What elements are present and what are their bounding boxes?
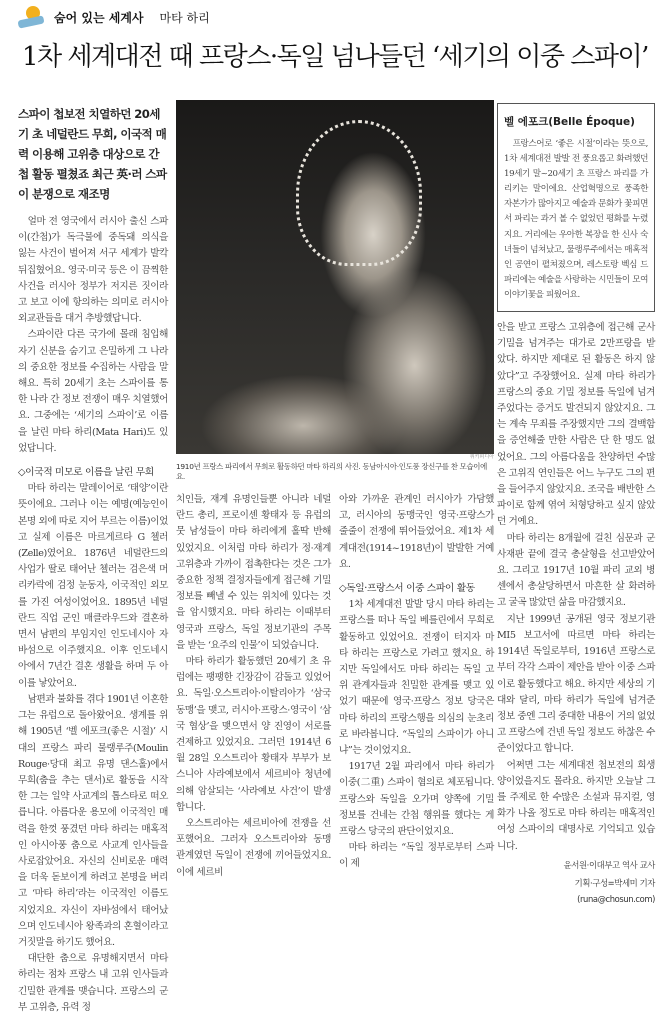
paragraph: 마타 하리는 8개월에 걸친 심문과 군사재판 끝에 결국 총살형을 선고받았어요. 그리고 1917년 10월 파리 교외 병센에서 총살당하면서 마흔한 살 화려하고 굴곡 많았던 삶을 마감했지요. (497, 532, 655, 609)
sidebar-text: 프랑스어로 ‘좋은 시절’이라는 뜻으로, 1차 세계대전 발발 전 풍요롭고 화려했던 19세기 말~20세기 초 프랑스 파리를 가리키는 말이에요. 산업혁명으로 풍족한 자본가가 많아지고 예술과 문화가 꽃피면서 파리는 과거 볼 수 없었던 평화를 누렸지요. 거리에는 우아한 복장을 한 신사 숙녀들이 넘쳐났고, 물랭루주에서는 매혹적인 공연이 펼쳐졌으며, 레스토랑 벡심 드 파리에는 예술을 사랑하는 시민들이 모여 이야기꽃을 피웠어요. (504, 139, 648, 300)
left-column (18, 104, 168, 1016)
paragraph: 얼마 전 영국에서 러시아 출신 스파이(간첩)가 독극물에 중독돼 의식을 잃는 사건이 벌어져 서구 세계가 발칵 뒤집혔어요. 영국·미국 등은 이 끔찍한 사건을 러시아 정부가 저지른 짓이라고 보고 이에 항의하는 의미로 러시아 외교관들을 대거 추방했답니다. (18, 216, 168, 325)
paragraph: 1917년 2월 파리에서 마타 하리가 이중(二重) 스파이 혐의로 체포됩니다. 프랑스와 독일을 오가며 양쪽에 기밀 정보를 건네는 간첩 행위를 했다는 게 프랑스 당국의 판단이었지요. (339, 761, 494, 838)
paragraph: 스파이란 다른 국가에 몰래 침입해 자기 신분을 숨기고 은밀하게 그 나라의 중요한 정보를 수집하는 사람을 말해요. 특히 20세기 초는 스파이를 통한 나라 간 정보 전쟁이 매우 치열했어요. 그중에는 ‘세기의 스파이’로 이름을 날린 마타 하리(Mata Hari)도 있었답니다. (18, 329, 168, 454)
series-topic: 마타 하리 (159, 10, 210, 25)
article-column-4 (497, 320, 655, 907)
series-logo-icon (18, 6, 46, 28)
article-column-3 (339, 492, 494, 881)
mata-hari-photo (176, 100, 494, 454)
paragraph: 마타 하리는 “독일 정부로부터 스파이 제 (339, 842, 494, 870)
center-columns (176, 492, 494, 881)
series-header (18, 6, 210, 28)
sidebar-title: 벨 에포크(Belle Époque) (504, 116, 635, 128)
sidebar-box (497, 103, 655, 312)
section-heading: ◇이국적 미모로 이름을 날린 무희 (18, 467, 154, 479)
paragraph: 치인들, 재계 유명인들뿐 아니라 네덜란드 총리, 프로이센 황태자 등 유럽의 뭇 남성들이 마타 하리에게 홀딱 반해 있었지요. 이처럼 마타 하리가 정·재계 고위층과 가까이 접촉한다는 것은 그가 중요한 정책 결정자들에게 접근해 기밀 정보를 빼낼 수 있는 위치에 있다는 것을 암시했지요. 마타 하리는 이때부터 영국과 프랑스, 독일 정보기관의 주목을 받는 ‘요주의 인물’이 되었습니다. (176, 494, 331, 651)
headline: 1차 세계대전 때 프랑스·독일 넘나들던 ‘세기의 이중 스파이’ (22, 42, 648, 72)
paragraph: 어쩌면 그는 세계대전 첩보전의 희생양이었을지도 몰라요. 하지만 오늘날 그를 주제로 한 수많은 소설과 뮤지컬, 영화가 나올 정도로 마타 하리는 매혹적인 여성 스파이의 대명사로 기억되고 있습니다. (497, 759, 655, 852)
editor-byline: 기획·구성=박세미 기자(runa@chosun.com) (574, 877, 655, 905)
headdress-detail (296, 120, 422, 266)
article-column-2 (176, 492, 331, 881)
paragraph: 오스트리아는 세르비아에 전쟁을 선포했어요. 그러자 오스트리아와 동맹 관계였던 독일이 전쟁에 끼어들었지요. 이에 세르비 (176, 818, 331, 878)
photo-credit: 위키피디아 (469, 454, 494, 460)
series-name: 숨어 있는 세계사 (54, 10, 144, 25)
center-area (176, 100, 494, 881)
paragraph: 대단한 춤으로 유명해지면서 마타 하리는 점차 프랑스 내 고위 인사들과 긴밀한 관계를 맺습니다. 프랑스의 군부 고위층, 유력 정 (18, 953, 168, 1013)
paragraph: 마타 하리가 활동했던 20세기 초 유럽에는 팽팽한 긴장감이 감돌고 있었어요. 독일·오스트리아·이탈리아가 ‘삼국 동맹’을 맺고, 러시아·프랑스·영국이 ‘삼국 협상’을 맺으면서 양 진영이 서로를 견제하고 있었지요. 그러던 1914년 6월 28일 오스트리아 황태자 부부가 보스니아 사라예보에서 세르비아 청년에 의해 암살되는 ‘사라예보 사건’이 발생합니다. (176, 656, 331, 813)
right-column (497, 103, 655, 907)
author-byline: 윤서원·이대부고 역사 교사 (563, 859, 655, 870)
paragraph: 남편과 불화를 겪다 1901년 이혼한 그는 유럽으로 돌아왔어요. 생계를 위해 1905년 ‘벨 에포크(좋은 시절)’ 시대의 프랑스 파리 물랭루주(Moulin Rouge·당대 최고 유명 댄스홀)에서 무희(춤을 추는 댄서)로 활동을 시작한 그는 일약 사교계의 톱스타로 떠오릅니다. 아름다운 용모에 이국적인 매력을 한껏 풍겼던 마타 하리는 매혹적인 아시아풍 춤으로 사교계 인사들을 사로잡았어요. 자신의 신비로운 매력을 더욱 돋보이게 하려고 본명을 버리고 ‘마타 하리’라는 이국적인 이름도 지었지요. 자신이 자바섬에서 태어났으며 인도네시아 왕족과의 혼혈이라고 거짓말을 하기도 했어요. (18, 693, 168, 948)
paragraph: 1차 세계대전 발발 당시 마타 하리는 프랑스를 떠나 독일 베를린에서 무희로 활동하고 있었어요. 전쟁이 터지자 마타 하리는 프랑스로 가려고 했지요. 하지만 독일에서도 마타 하리는 독일 고위 관계자들과 친밀한 관계를 맺고 있었기 때문에 영국·프랑스 정보 당국은 마타 하리의 프랑스행을 의심의 눈초리로 바라봅니다. “독일의 스파이가 아니냐”는 것이었지요. (339, 599, 494, 757)
paragraph: 아와 가까운 관계인 러시아가 가담했고, 러시아의 동맹국인 영국·프랑스가 줄줄이 전쟁에 뛰어들었어요. 제1차 세계대전(1914~1918년)이 발발한 거예요. (339, 494, 494, 570)
paragraph: 마타 하리는 말레이어로 ‘태양’이란 뜻이에요. 그러나 이는 예명(예능인이 본명 외에 따로 지어 부르는 이름)이었고 실제 이름은 마르게르타 G 첼러(Zelle)였어요. 1876년 네덜란드의 사업가 딸로 태어난 첼러는 검은색 머리카락에 검정 눈동자, 이국적인 외모를 가진 여성이었어요. 1895년 네덜란드 직업 군인 매클라우드와 결혼하면서 남편의 부임지인 인도네시아 자바섬으로 이주했지요. 이후 인도네시아에서 7년간 결혼 생활을 하며 두 아이를 낳았어요. (18, 483, 168, 689)
article-column-1 (18, 214, 168, 1016)
paragraph: 지난 1999년 공개된 영국 정보기관 MI5 보고서에 따르면 마타 하리는 1914년 독일로부터, 1916년 프랑스로부터 각각 스파이 제안을 받아 이중 스파이로 활동했다고 해요. 하지만 세상의 기대와 달리, 마타 하리가 독일에 넘겨준 정보 중엔 그리 중대한 내용이 거의 없었고 프랑스에 건넨 독일 정보도 하찮은 수준이었다고 합니다. (497, 613, 655, 755)
paragraph: 안을 받고 프랑스 고위층에 접근해 군사 기밀을 넘겨주는 대가로 2만프랑을 받았다. 하지만 제대로 된 활동은 하지 않았다”고 주장했어요. 실제 마타 하리가 프랑스의 중요 기밀 정보를 독일에 넘겨주었다는 증거도 발견되지 않았지요. 그는 계속 무죄를 주장했지만 그의 결백함을 증언해줄 만한 사람은 단 한 명도 없었어요. 그의 아름다움을 찬양하던 수많은 고위직 연인들은 어느 누구도 그의 편을 들어주지 않았지요. 조국을 배반한 스파이로 함께 엮여 처형당하고 싶지 않았던 거예요. (497, 322, 655, 528)
subheadline: 스파이 첩보전 치열하던 20세기 초 네덜란드 무희, 이국적 매력 이용해 고위층 대상으로 간첩 활동 펼쳤죠 최근 英·러 스파이 분쟁으로 재조명 (18, 107, 167, 201)
photo-caption: 1910년 프랑스 파리에서 무희로 활동하던 마타 하리의 사진. 동남아시아·인도풍 장신구를 찬 모습이에요. (176, 462, 487, 481)
section-heading: ◇독일·프랑스서 이중 스파이 활동 (339, 583, 475, 595)
